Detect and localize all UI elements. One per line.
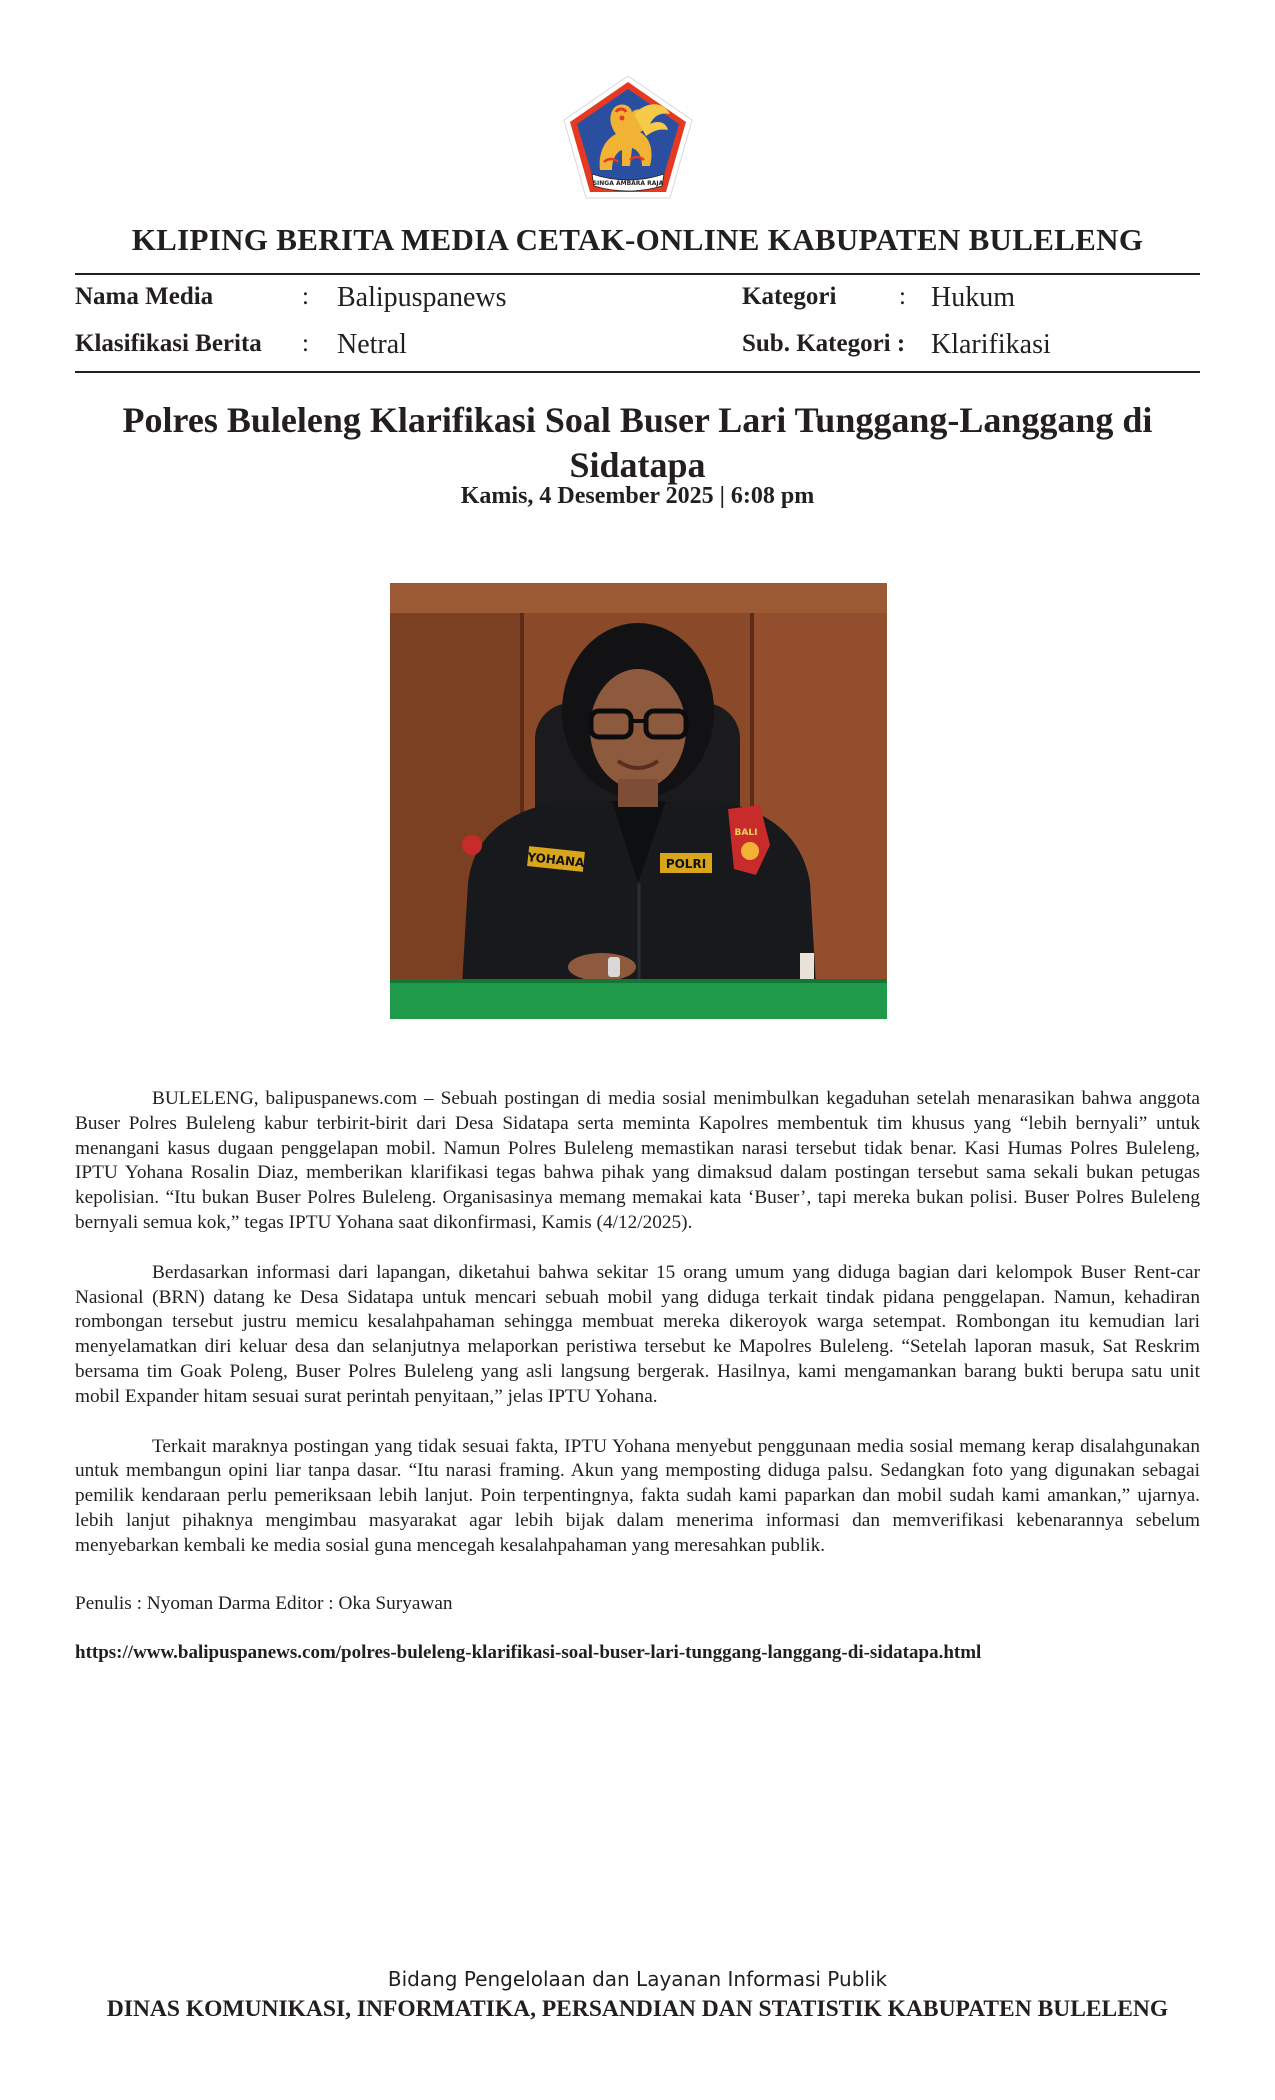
footer-department: Bidang Pengelolaan dan Layanan Informasi Publik [387, 1967, 888, 1991]
article-body [75, 1087, 1200, 1584]
photo-name-tag: YOHANA [526, 850, 586, 870]
buleleng-emblem-logo [560, 74, 696, 202]
category-value: Hukum [931, 282, 1015, 313]
emblem-motto-text: SINGA AMBARA RAJA [592, 180, 664, 187]
article-paragraph-3: Terkait maraknya postingan yang tidak sesuai fakta, IPTU Yohana menyebut penggunaan media sosial memang kerap disalahgunakan untuk membangun opini liar tanpa dasar. “Itu narasi framing. Akun yang memposting diduga palsu. Sedangkan foto yang digunakan sebagai pemilik kendaraan perlu pemeriksaan lebih lanjut. Poin terpentingnya, fakta sudah kami paparkan dan mobil sudah kami amankan,” ujarnya. lebih lanjut pihaknya mengimbau masyarakat agar lebih bijak dalam menerima informasi dan memverifikasi kebenarannya sebelum menyebarkan kembali ke media sosial guna mencegah kesalahpahaman yang meresahkan publik. [75, 1435, 1200, 1556]
photo-unit-tag: POLRI [665, 857, 707, 871]
photo-patch-text: BALI [734, 828, 758, 838]
article-dateline: Kamis, 4 Desember 2025 | 6:08 pm [460, 483, 815, 509]
article-photo [390, 583, 887, 1019]
media-name-label: Nama Media [75, 283, 214, 310]
article-credits: Penulis : Nyoman Darma Editor : Oka Suryawan [75, 1593, 453, 1614]
article-source-url[interactable]: https://www.balipuspanews.com/polres-buleleng-klarifikasi-soal-buser-lari-tunggang-langgang-di-sidatapa.html [75, 1642, 982, 1663]
footer-office-name: DINAS KOMUNIKASI, INFORMATIKA, PERSANDIAN DAN STATISTIK KABUPATEN BULELENG [106, 1996, 1169, 2022]
header-bottom-rule [75, 371, 1200, 373]
article-paragraph-1: BULELENG, balipuspanews.com – Sebuah postingan di media sosial menimbulkan kegaduhan setelah menarasikan bahwa anggota Buser Polres Buleleng kabur terbirit-birit dari Desa Sidatapa serta meminta Kapolres membentuk tim khusus yang “lebih bernyali” untuk menangani kasus dugaan penggelapan mobil. Namun Polres Buleleng memastikan narasi tersebut tidak benar. Kasi Humas Polres Buleleng, IPTU Yohana Rosalin Diaz, memberikan klarifikasi tegas bahwa pihak yang dimaksud dalam postingan tersebut sama sekali bukan petugas kepolisian. “Itu bukan Buser Polres Buleleng. Organisasinya memang memakai kata ‘Buser’, tapi mereka bukan polisi. Buser Polres Buleleng bernyali semua kok,” tegas IPTU Yohana saat dikonfirmasi, Kamis (4/12/2025). [75, 1088, 1200, 1233]
classification-colon: : [302, 330, 309, 357]
category-colon: : [899, 283, 906, 310]
article-headline: Polres Buleleng Klarifikasi Soal Buser Lari Tunggang-Langgang di Sidatapa [122, 400, 1153, 485]
classification-label: Klasifikasi Berita [75, 330, 262, 357]
category-label: Kategori [742, 283, 837, 310]
sub-category-value: Klarifikasi [931, 329, 1051, 360]
header-top-rule [75, 273, 1200, 275]
clipping-header-title: KLIPING BERITA MEDIA CETAK-ONLINE KABUPATEN BULELENG [131, 222, 1144, 257]
media-name-colon: : [302, 283, 309, 310]
sub-category-label: Sub. Kategori : [742, 330, 906, 357]
media-name-value: Balipuspanews [337, 282, 507, 313]
article-paragraph-2: Berdasarkan informasi dari lapangan, diketahui bahwa sekitar 15 orang umum yang diduga bagian dari kelompok Buser Rent-car Nasional (BRN) datang ke Desa Sidatapa untuk mencari sebuah mobil yang diduga terkait tindak pidana penggelapan. Namun, kehadiran rombongan tersebut justru memicu kesalahpahaman sehingga membuat mereka dikeroyok warga setempat. Rombongan itu kemudian lari menyelamatkan diri keluar desa dan selanjutnya melaporkan peristiwa tersebut ke Mapolres Buleleng. “Setelah laporan masuk, Sat Reskrim bersama tim Goak Poleng, Buser Polres Buleleng yang asli langsung bergerak. Hasilnya, kami mengamankan barang bukti berupa satu unit mobil Expander hitam sesuai surat perintah penyitaan,” jelas IPTU Yohana. [75, 1261, 1200, 1407]
classification-value: Netral [337, 329, 407, 360]
